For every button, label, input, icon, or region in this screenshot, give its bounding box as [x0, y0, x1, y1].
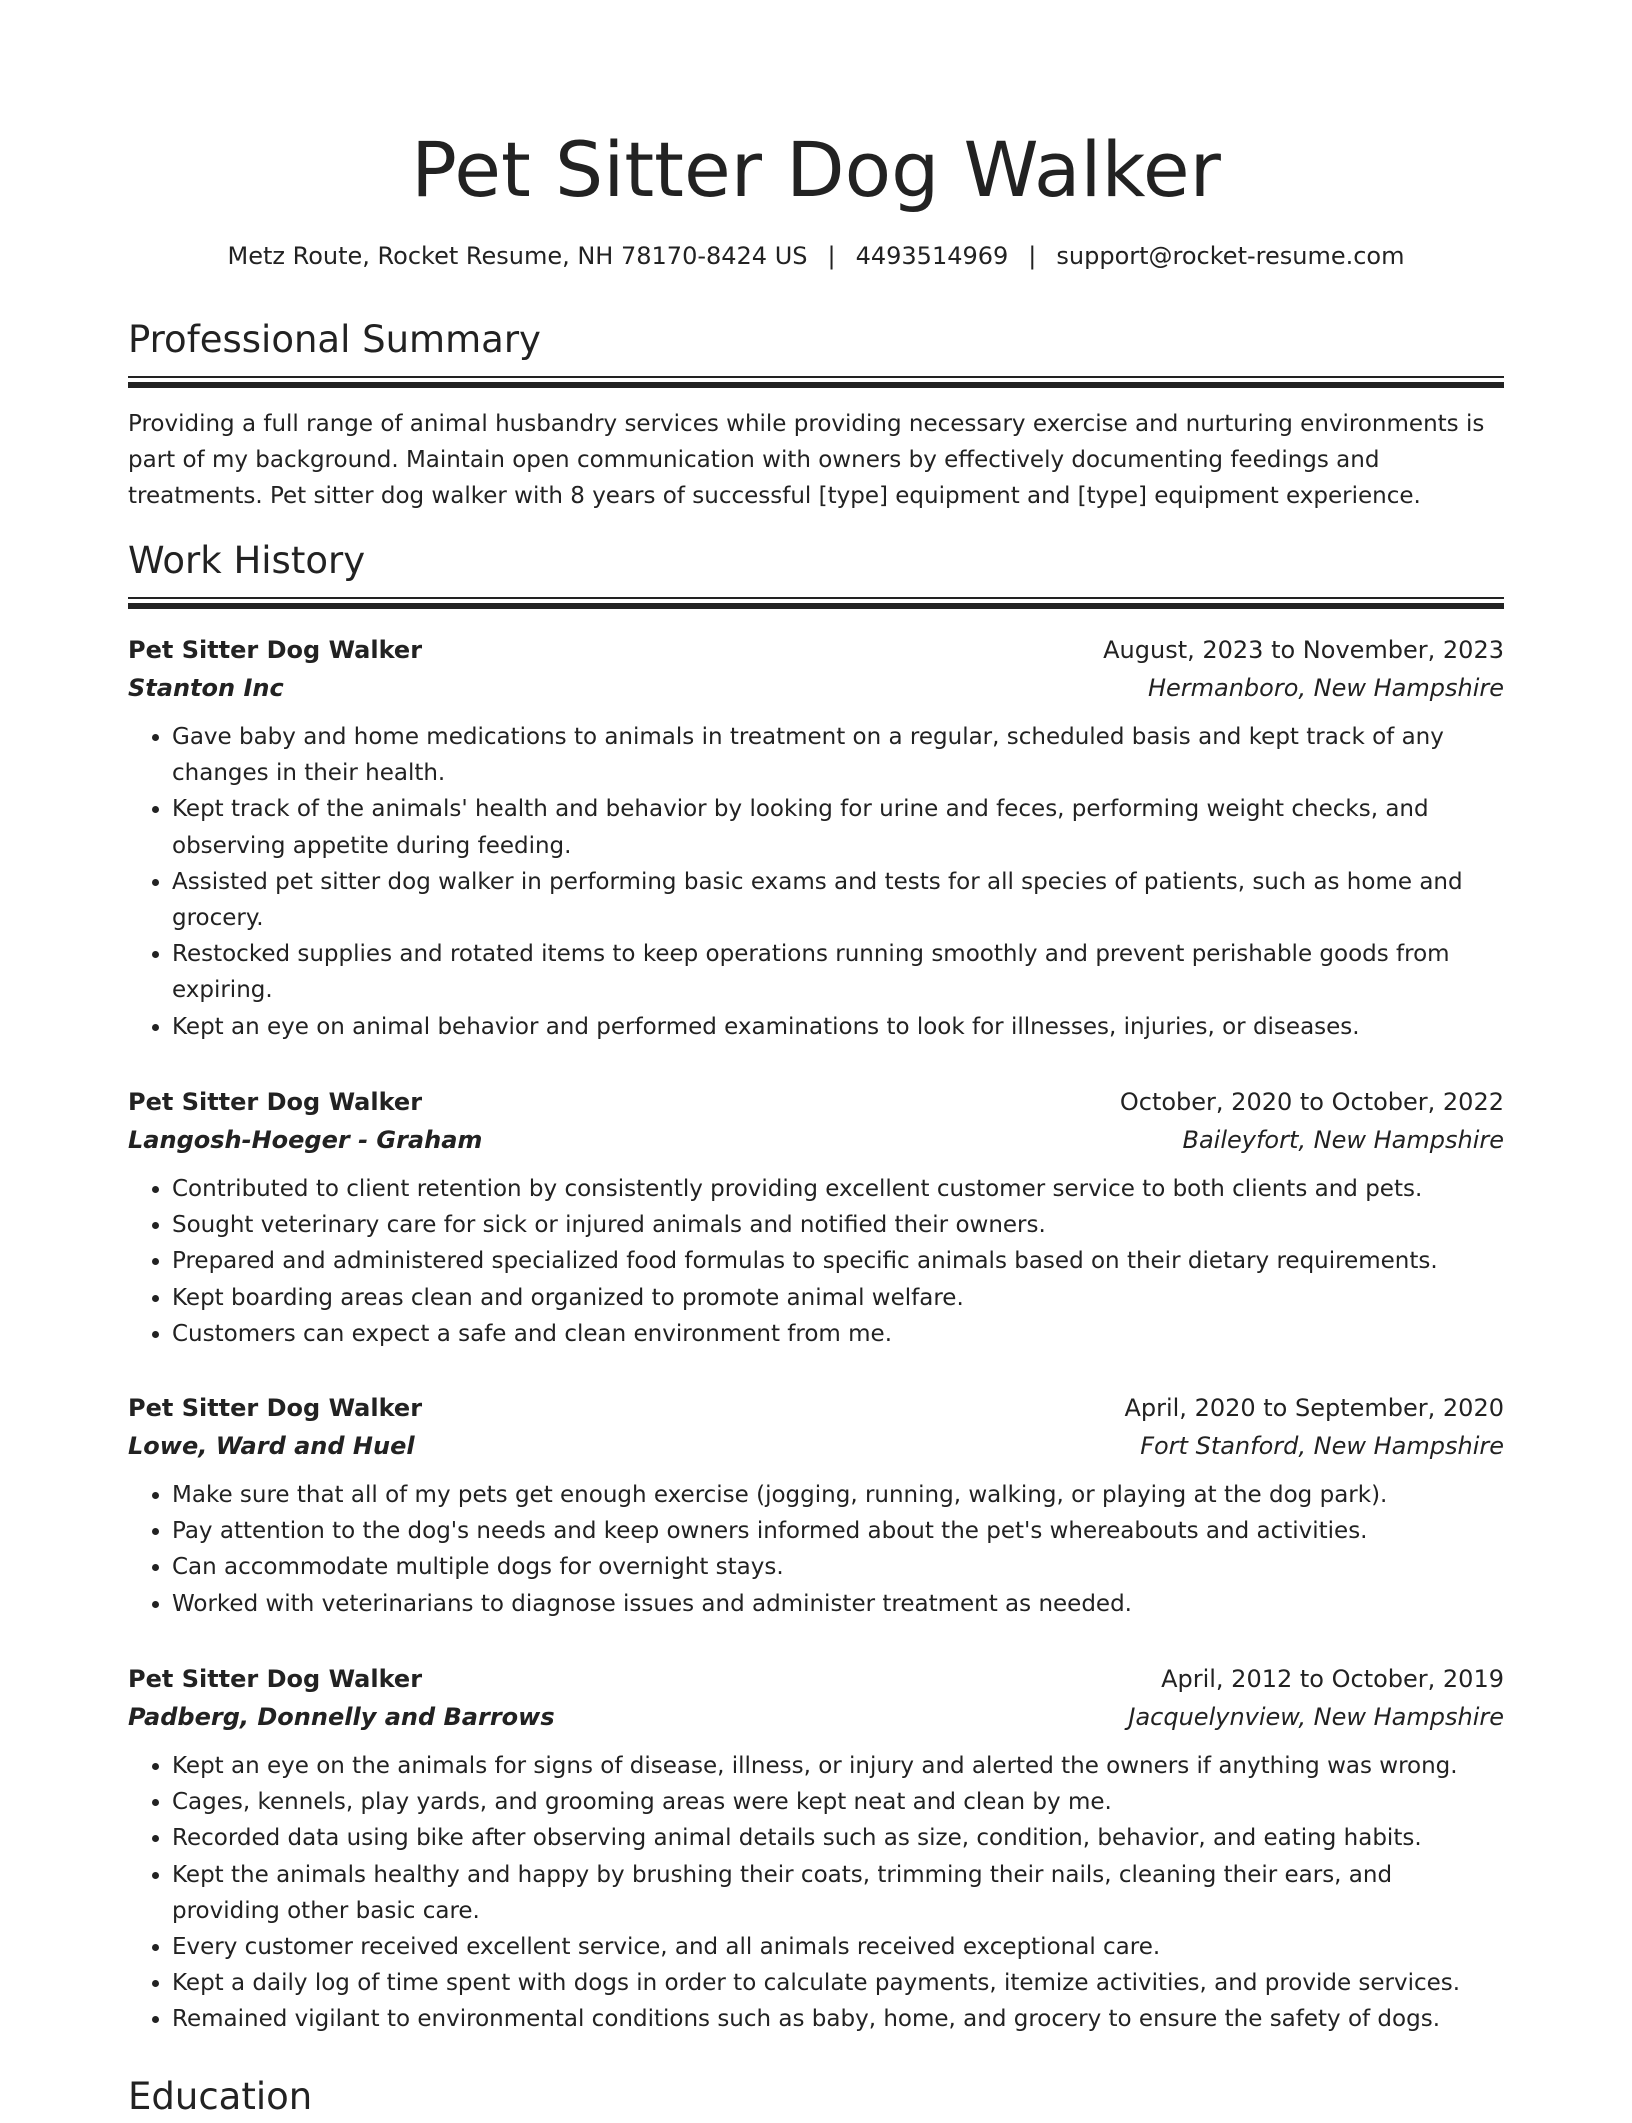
job-subheader-row [128, 1121, 1504, 1159]
job-bullet-list [128, 719, 1504, 1045]
job-bullet: • Kept track of the animals' health and behavior by looking for urine and feces, performing weight checks, and observing appetite during feeding. [172, 791, 1504, 863]
summary-section-header [128, 314, 1504, 388]
job-bullet: • Cages, kennels, play yards, and grooming areas were kept neat and clean by me. [172, 1784, 1504, 1820]
job-company: Padberg, Donnelly and Barrows [128, 1703, 555, 1731]
job-location: Hermanboro, New Hampshire [1147, 674, 1504, 702]
job-header-row [128, 1660, 1504, 1698]
contact-separator: | [1028, 242, 1037, 270]
section-divider-thick [128, 603, 1504, 609]
job-title: Pet Sitter Dog Walker [128, 1394, 423, 1422]
contact-separator: | [827, 242, 836, 270]
job-bullet: • Every customer received excellent service, and all animals received exceptional care. [172, 1929, 1504, 1965]
section-divider-thin [128, 376, 1504, 378]
job-bullet: • Remained vigilant to environmental conditions such as baby, home, and grocery to ensure the safety of dogs. [172, 2001, 1504, 2037]
job-bullet: • Gave baby and home medications to animals in treatment on a regular, scheduled basis and kept track of any changes in their health. [172, 719, 1504, 791]
job-bullet: • Can accommodate multiple dogs for overnight stays. [172, 1549, 1504, 1585]
job-dates: October, 2020 to October, 2022 [1119, 1088, 1504, 1116]
job-location: Fort Stanford, New Hampshire [1140, 1432, 1504, 1460]
job-entry [128, 631, 1504, 1045]
job-bullet: • Kept boarding areas clean and organized to promote animal welfare. [172, 1280, 1504, 1316]
job-dates: August, 2023 to November, 2023 [1103, 636, 1504, 664]
job-bullet: • Make sure that all of my pets get enough exercise (jogging, running, walking, or playing at the dog park). [172, 1477, 1504, 1513]
job-location: Baileyfort, New Hampshire [1182, 1126, 1504, 1154]
job-bullet: • Contributed to client retention by consistently providing excellent customer service to both clients and pets. [172, 1171, 1504, 1207]
job-bullet: • Recorded data using bike after observing animal details such as size, condition, behavior, and eating habits. [172, 1820, 1504, 1856]
job-bullet: • Kept an eye on the animals for signs of disease, illness, or injury and alerted the owners if anything was wrong. [172, 1748, 1504, 1784]
education-section-title: Education [128, 2075, 313, 2118]
work-history-section-title: Work History [128, 539, 366, 582]
job-subheader-row [128, 669, 1504, 707]
contact-address: Metz Route, Rocket Resume, NH 78170-8424 US [227, 242, 808, 270]
job-company: Stanton Inc [128, 674, 284, 702]
job-bullet: • Kept a daily log of time spent with dogs in order to calculate payments, itemize activities, and provide services. [172, 1965, 1504, 2001]
job-entry [128, 1660, 1504, 2038]
job-bullet: • Assisted pet sitter dog walker in performing basic exams and tests for all species of patients, such as home and grocery. [172, 864, 1504, 936]
job-dates: April, 2012 to October, 2019 [1161, 1665, 1504, 1693]
job-title: Pet Sitter Dog Walker [128, 636, 423, 664]
candidate-name: Pet Sitter Dog Walker [411, 125, 1221, 214]
job-bullet: • Kept an eye on animal behavior and performed examinations to look for illnesses, injuries, or diseases. [172, 1009, 1504, 1045]
job-dates: April, 2020 to September, 2020 [1124, 1394, 1504, 1422]
job-header-row [128, 1083, 1504, 1121]
job-entry [128, 1083, 1504, 1352]
job-bullet: • Pay attention to the dog's needs and keep owners informed about the pet's whereabouts and activities. [172, 1513, 1504, 1549]
contact-email: support@rocket-resume.com [1056, 242, 1405, 270]
job-bullet: • Restocked supplies and rotated items to keep operations running smoothly and prevent perishable goods from expiring. [172, 936, 1504, 1008]
contact-phone: 4493514969 [855, 242, 1009, 270]
job-bullet-list [128, 1171, 1504, 1352]
job-header-row [128, 631, 1504, 669]
contact-line [128, 236, 1504, 276]
job-bullet-list [128, 1748, 1504, 2038]
job-subheader-row [128, 1427, 1504, 1465]
summary-text: Providing a full range of animal husbandry services while providing necessary exercise and nurturing environments is part of my background. Maintain open communication with owners by effectively documenting feedings and treatments. Pet sitter dog walker with 8 years of successful [type] equipment and [type] equipment experience. [128, 411, 1485, 509]
work-history-section-header [128, 535, 1504, 609]
job-bullet: • Prepared and administered specialized food formulas to specific animals based on their dietary requirements. [172, 1243, 1504, 1279]
section-divider-thick [128, 382, 1504, 388]
job-entry [128, 1389, 1504, 1622]
job-title: Pet Sitter Dog Walker [128, 1088, 423, 1116]
job-bullet: • Worked with veterinarians to diagnose issues and administer treatment as needed. [172, 1586, 1504, 1622]
job-company: Langosh-Hoeger - Graham [128, 1126, 483, 1154]
education-section-header [128, 2071, 1504, 2123]
summary-section-title: Professional Summary [128, 318, 541, 361]
job-bullet-list [128, 1477, 1504, 1622]
job-location: Jacquelynview, New Hampshire [1128, 1703, 1504, 1731]
job-subheader-row [128, 1698, 1504, 1736]
section-divider-thin [128, 597, 1504, 599]
job-bullet: • Kept the animals healthy and happy by brushing their coats, trimming their nails, cleaning their ears, and providing other basic care. [172, 1857, 1504, 1929]
job-bullet: • Customers can expect a safe and clean environment from me. [172, 1316, 1504, 1352]
job-bullet: • Sought veterinary care for sick or injured animals and notified their owners. [172, 1207, 1504, 1243]
job-title: Pet Sitter Dog Walker [128, 1665, 423, 1693]
job-header-row [128, 1389, 1504, 1427]
job-company: Lowe, Ward and Huel [128, 1432, 415, 1460]
